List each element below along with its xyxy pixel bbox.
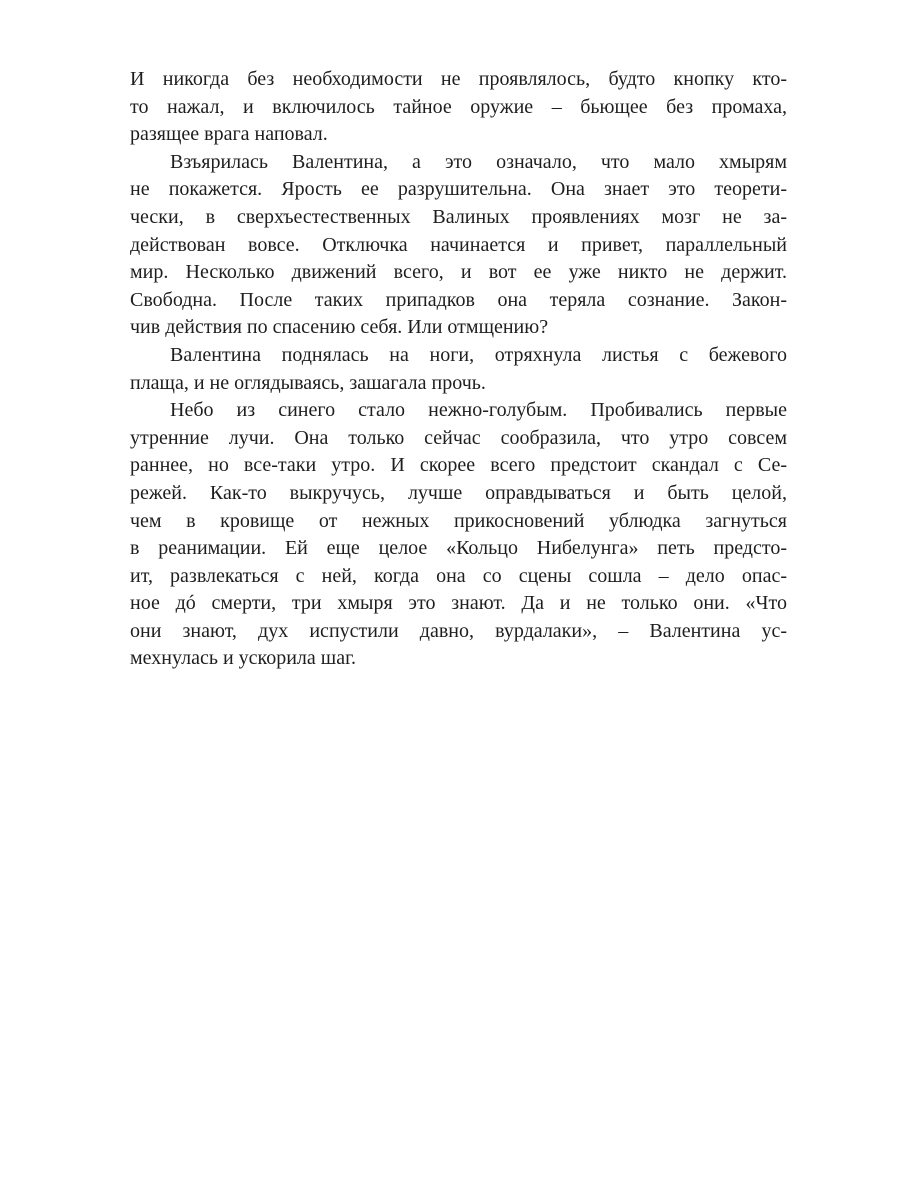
paragraph (130, 149, 787, 342)
text-line: чем в кровище от нежных прикосновений ублюдка загнуться (130, 509, 787, 532)
text-line: они знают, дух испустили давно, вурдалаки», – Валентина ус- (130, 619, 787, 642)
text-line: чески, в сверхъестественных Валиных проявлениях мозг не за- (130, 205, 787, 228)
text-line: ит, развлекаться с ней, когда она со сцены сошла – дело опас- (130, 564, 787, 587)
text-line: в реанимации. Ей еще целое «Кольцо Нибелунга» петь предсто- (130, 537, 787, 560)
body-text (130, 66, 787, 673)
text-line: Небо из синего стало нежно-голубым. Пробивались первые (170, 399, 787, 422)
text-line: мир. Несколько движений всего, и вот ее уже никто не держит. (130, 261, 787, 284)
text-line: режей. Как-то выкручусь, лучше оправдываться и быть целой, (130, 481, 787, 504)
text-line: чив действия по спасению себя. Или отмщению? (130, 316, 549, 339)
paragraph (130, 66, 787, 149)
text-line: И никогда без необходимости не проявлялось, будто кнопку кто- (130, 68, 787, 90)
paragraph (130, 342, 787, 397)
text-line: ное дó смерти, три хмыря это знают. Да и не только они. «Что (130, 592, 787, 615)
text-line: то нажал, и включилось тайное оружие – бьющее без промаха, (130, 95, 787, 118)
text-line: раннее, но все-таки утро. И скорее всего предстоит скандал с Се- (130, 454, 787, 477)
text-line: действован вовсе. Отключка начинается и привет, параллельный (130, 233, 787, 256)
text-line: плаща, и не оглядываясь, зашагала прочь. (130, 371, 486, 394)
text-line: разящее врага наповал. (130, 123, 328, 146)
text-line: утренние лучи. Она только сейчас сообразила, что утро совсем (130, 426, 787, 449)
text-line: Валентина поднялась на ноги, отряхнула листья с бежевого (170, 343, 787, 366)
paragraph (130, 397, 787, 673)
text-line: Свободна. После таких припадков она теряла сознание. Закон- (130, 288, 787, 311)
text-line: Взъярилась Валентина, а это означало, что мало хмырям (170, 150, 787, 173)
text-line: не покажется. Ярость ее разрушительна. Она знает это теорети- (130, 178, 787, 201)
text-line: мехнулась и ускорила шаг. (130, 647, 357, 670)
